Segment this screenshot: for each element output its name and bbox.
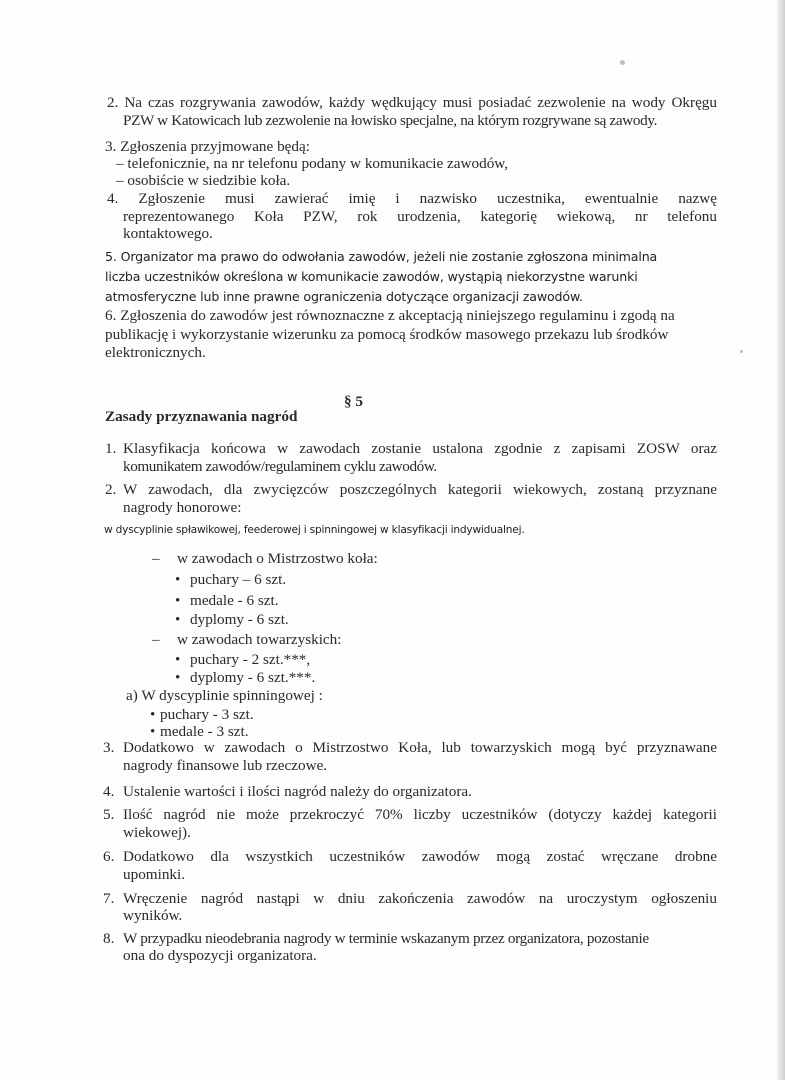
paragraph-line: nagrody honorowe: — [123, 499, 242, 516]
item-number: 7. — [103, 890, 115, 907]
paragraph-line: W zawodach, dla zwycięzców poszczególnych kategorii wiekowych, zostaną przyznane — [123, 481, 717, 498]
bullet: • — [150, 706, 156, 723]
discipline-note: w dyscyplinie spławikowej, feederowej i spinningowej w klasyfikacji indywidualnej. — [104, 524, 525, 536]
bullet: • — [175, 611, 181, 628]
bullet: • — [175, 669, 181, 686]
paragraph-line: W przypadku nieodebrania nagrody w terminie wskazanym przez organizatora, pozostanie — [123, 930, 649, 947]
dash: – — [152, 631, 160, 648]
paragraph-line: Dodatkowo dla wszystkich uczestników zawodów mogą zostać wręczane drobne — [123, 848, 717, 865]
paragraph-line: ona do dyspozycji organizatora. — [123, 947, 317, 964]
paragraph-line: atmosferyczne lub inne prawne ograniczenia dotyczące organizacji zawodów. — [105, 289, 583, 304]
item-number: 2. — [105, 481, 117, 498]
paragraph-line: kontaktowego. — [123, 225, 213, 242]
bullet: • — [175, 651, 181, 668]
item-number: 5. — [103, 806, 115, 823]
paragraph-line: 6. Zgłoszenia do zawodów jest równoznaczne z akceptacją niniejszego regulaminu i zgodą na — [105, 307, 675, 324]
item-number: 1. — [105, 440, 117, 457]
paragraph-line: wiekowej). — [123, 824, 191, 841]
item-number: 4. — [103, 783, 115, 800]
bullet: • — [175, 571, 181, 588]
scan-edge — [777, 0, 785, 1080]
paragraph-line: Klasyfikacja końcowa w zawodach zostanie ustalona zgodnie z zapisami ZOSW oraz — [123, 440, 717, 457]
list-item: – telefonicznie, na nr telefonu podany w komunikacie zawodów, — [116, 155, 509, 172]
paragraph-line: Dodatkowo w zawodach o Mistrzostwo Koła, lub towarzyskich mogą być przyznawane — [123, 739, 717, 756]
paragraph-line: elektronicznych. — [105, 344, 206, 361]
bullet: • — [150, 723, 156, 740]
paragraph-line: 3. Zgłoszenia przyjmowane będą: — [105, 138, 310, 155]
list-item: puchary – 6 szt. — [190, 571, 287, 588]
paragraph-line: 4. Zgłoszenie musi zawierać imię i nazwisko uczestnika, ewentualnie nazwę — [107, 190, 717, 207]
item-number: 3. — [103, 739, 115, 756]
section-title: Zasady przyznawania nagród — [105, 408, 298, 425]
dash: – — [152, 550, 160, 567]
item-number: 6. — [103, 848, 115, 865]
paragraph-line: nagrody finansowe lub rzeczowe. — [123, 757, 328, 774]
paragraph-line: komunikatem zawodów/regulaminem cyklu zawodów. — [123, 458, 437, 475]
item-number: 8. — [103, 930, 115, 947]
paragraph-line: Wręczenie nagród nastąpi w dniu zakończenia zawodów na uroczystym ogłoszeniu — [123, 890, 717, 907]
list-item: medale - 3 szt. — [160, 723, 249, 740]
list-item: dyplomy - 6 szt.***. — [190, 669, 316, 686]
scan-speck — [620, 60, 625, 65]
list-item: dyplomy - 6 szt. — [190, 611, 289, 628]
list-heading: w zawodach towarzyskich: — [177, 631, 342, 648]
paragraph-line: publikację i wykorzystanie wizerunku za pomocą środków masowego przekazu lub środków — [105, 326, 669, 343]
list-item: puchary - 2 szt.***, — [190, 651, 311, 668]
bullet: • — [175, 592, 181, 609]
paragraph-line: Ustalenie wartości i ilości nagród należy do organizatora. — [123, 783, 472, 800]
list-item: puchary - 3 szt. — [160, 706, 254, 723]
paragraph-line: 2. Na czas rozgrywania zawodów, każdy wędkujący musi posiadać zezwolenie na wody Okręgu — [107, 94, 717, 111]
paragraph-line: 5. Organizator ma prawo do odwołania zawodów, jeżeli nie zostanie zgłoszona minimalna — [105, 249, 658, 264]
paragraph-line: wyników. — [123, 907, 183, 924]
scan-speck — [740, 350, 743, 353]
list-heading: w zawodach o Mistrzostwo koła: — [177, 550, 378, 567]
paragraph-line: Ilość nagród nie może przekroczyć 70% liczby uczestników (dotyczy każdej kategorii — [123, 806, 717, 823]
paragraph-line: PZW w Katowicach lub zezwolenie na łowisko specjalne, na którym rozgrywane są zawody. — [123, 112, 658, 129]
paragraph-line: upominki. — [123, 866, 186, 883]
paragraph-line: liczba uczestników określona w komunikacie zawodów, wystąpią niekorzystne warunki — [105, 269, 638, 284]
list-item: – osobiście w siedzibie koła. — [116, 172, 291, 189]
section-symbol: § 5 — [344, 393, 363, 410]
list-item: medale - 6 szt. — [190, 592, 279, 609]
list-heading: a) W dyscyplinie spinningowej : — [126, 687, 323, 704]
paragraph-line: reprezentowanego Koła PZW, rok urodzenia, kategorię wiekową, nr telefonu — [123, 208, 717, 225]
